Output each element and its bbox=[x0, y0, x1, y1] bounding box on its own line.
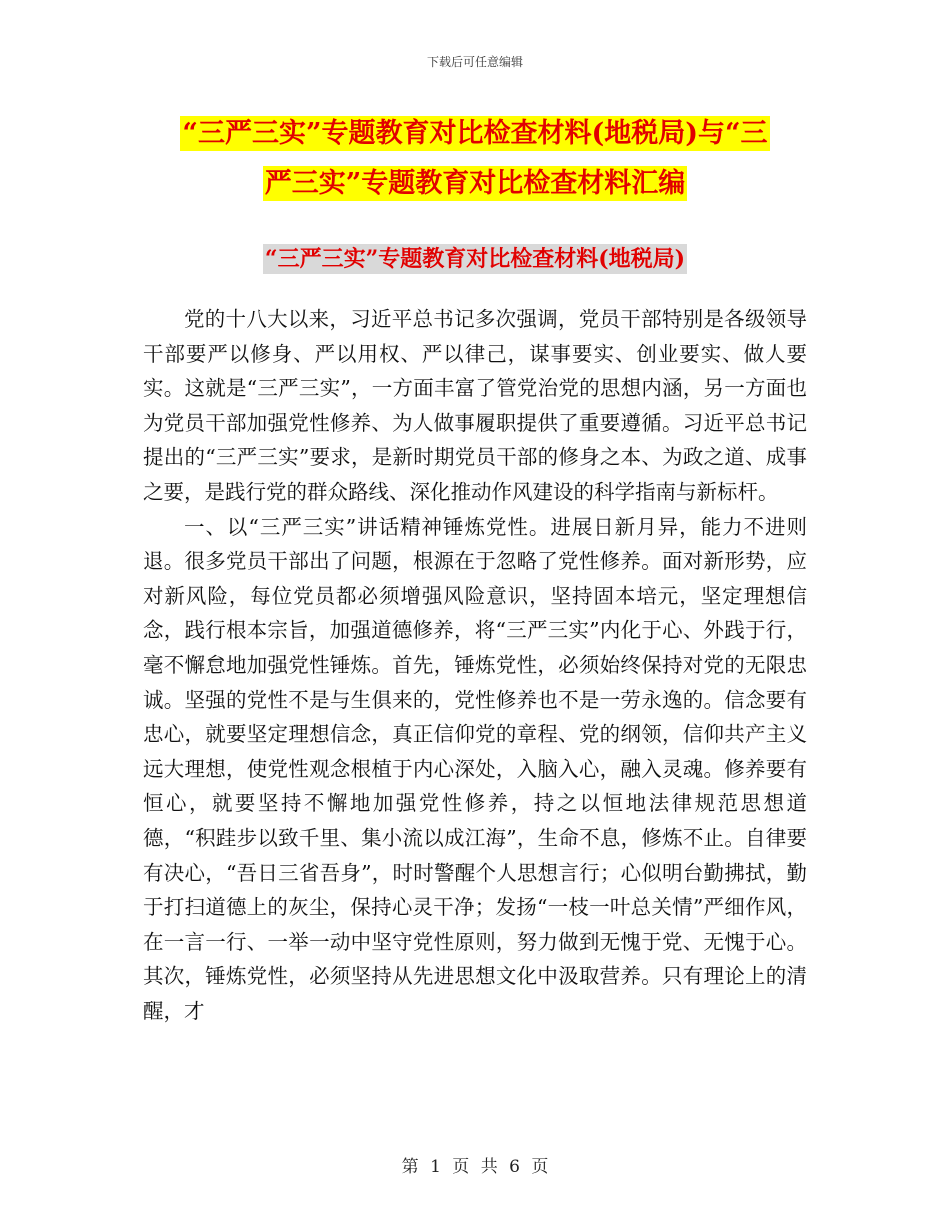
title-line-1 bbox=[0, 109, 950, 159]
paragraph-1: 党的十八大以来，习近平总书记多次强调，党员干部特别是各级领导干部要严以修身、严以用权、严以律己，谋事要实、创业要实、做人要实。这就是“三严三实”，一方面丰富了管党治党的思想内涵，另一方面也为党员干部加强党性修养、为人做事履职提供了重要遵循。习近平总书记提出的“三严三实”要求，是新时期党员干部的修身之本、为政之道、成事之要，是践行党的群众路线、深化推动作风建设的科学指南与新标杆。 bbox=[143, 307, 807, 504]
title-line-2-text: 严三实”专题教育对比检查材料汇编 bbox=[264, 168, 686, 199]
document-body bbox=[143, 302, 807, 1028]
header-note: 下载后可任意编辑 bbox=[426, 55, 523, 69]
section-subtitle-text: “三严三实”专题教育对比检查材料(地税局) bbox=[264, 246, 686, 272]
title-line-1-text: “三严三实”专题教育对比检查材料(地税局)与“三 bbox=[182, 118, 768, 149]
title-line-2 bbox=[0, 159, 950, 209]
section-subtitle bbox=[0, 242, 950, 276]
paragraph-2: 一、以“三严三实”讲话精神锤炼党性。进展日新月异，能力不进则退。很多党员干部出了问题，根源在于忽略了党性修养。面对新形势，应对新风险，每位党员都必须增强风险意识，坚持固本培元，坚定理想信念，践行根本宗旨，加强道德修养，将“三严三实”内化于心、外践于行，毫不懈怠地加强党性锤炼。首先，锤炼党性，必须始终保持对党的无限忠诚。坚强的党性不是与生俱来的，党性修养也不是一劳永逸的。信念要有忠心，就要坚定理想信念，真正信仰党的章程、党的纲领，信仰共产主义远大理想，使党性观念根植于内心深处，入脑入心，融入灵魂。修养要有恒心，就要坚持不懈地加强党性修养，持之以恒地法律规范思想道德，“积跬步以致千里、集小流以成江海”，生命不息，修炼不止。自律要有决心，“吾日三省吾身”，时时警醒个人思想言行；心似明台勤拂拭，勤于打扫道德上的灰尘，保持心灵干净；发扬“一枝一叶总关情”严细作风，在一言一行、一举一动中坚守党性原则，努力做到无愧于党、无愧于心。其次，锤炼党性，必须坚持从先进思想文化中汲取营养。只有理论上的清醒，才 bbox=[143, 514, 807, 1023]
document-title bbox=[0, 109, 950, 209]
page-footer: 第 1 页 共 6 页 bbox=[401, 1157, 549, 1177]
